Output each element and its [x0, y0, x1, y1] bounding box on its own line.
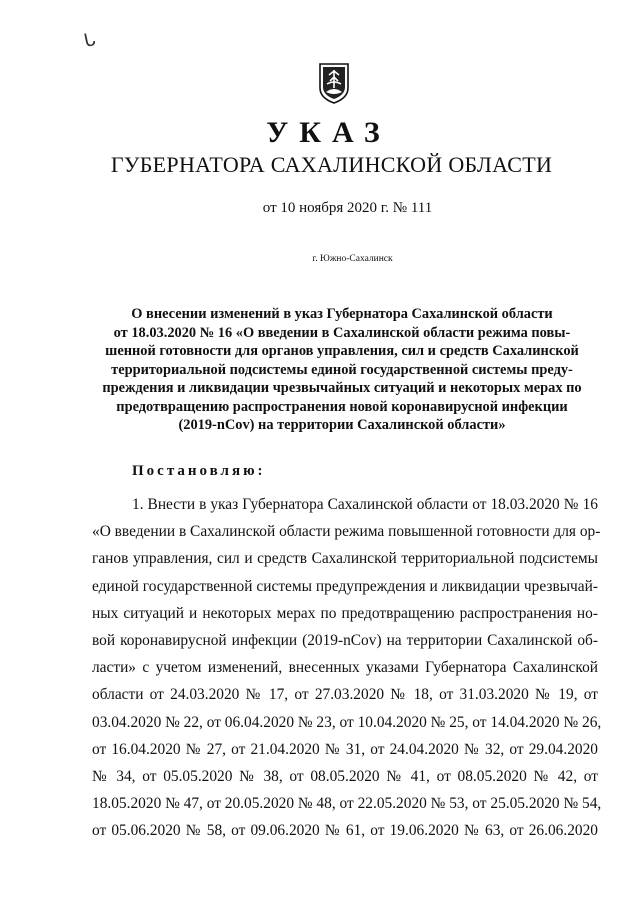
document-body	[92, 491, 602, 845]
body-line: 1. Внести в указ Губернатора Сахалинской области от 18.03.2020 № 16	[132, 496, 598, 513]
document-subtitle: ГУБЕРНАТОРА САХАЛИНСКОЙ ОБЛАСТИ	[110, 152, 553, 177]
handwritten-mark: ᒐ	[81, 29, 98, 52]
document-city: г. Южно-Сахалинск	[312, 254, 393, 264]
resolve-label: Постановляю:	[132, 463, 266, 479]
heading-line: территориальной подсистемы единой государственной системы преду-	[111, 361, 573, 378]
heading-line: О внесении изменений в указ Губернатора Сахалинской области	[131, 306, 553, 322]
heading-line: преждения и ликвидации чрезвычайных ситуаций и некоторых мерах по	[102, 380, 582, 396]
body-line: от 16.04.2020 № 27, от 21.04.2020 № 31, от 24.04.2020 № 32, от 29.04.2020	[92, 740, 598, 758]
document-title: УКАЗ	[266, 116, 391, 149]
body-line: ганов управления, сил и средств Сахалинской территориальной подсистемы	[92, 550, 598, 568]
body-line: ных ситуаций и некоторых мерах по предотвращению распространения но-	[92, 604, 598, 622]
document-date-number: от 10 ноября 2020 г. № 111	[262, 200, 433, 216]
body-line: «О введении в Сахалинской области режима повышенной готовности для ор-	[92, 523, 601, 541]
document-heading	[84, 305, 600, 435]
heading-line: (2019-nCov) на территории Сахалинской области»	[178, 417, 506, 433]
sakhalin-coat-of-arms-icon	[318, 62, 350, 104]
body-line: от 05.06.2020 № 58, от 09.06.2020 № 61, от 19.06.2020 № 63, от 26.06.2020	[92, 822, 598, 840]
heading-line: шенной готовности для органов управления, сил и средств Сахалинской	[105, 343, 579, 359]
body-line: единой государственной системы предупреждения и ликвидации чрезвычай-	[92, 577, 598, 595]
body-line: 18.05.2020 № 47, от 20.05.2020 № 48, от 22.05.2020 № 53, от 25.05.2020 № 54,	[92, 795, 602, 813]
body-line: № 34, от 05.05.2020 № 38, от 08.05.2020 № 41, от 08.05.2020 № 42, от	[92, 768, 598, 786]
body-line: ласти» с учетом изменений, внесенных указами Губернатора Сахалинской	[92, 659, 598, 677]
body-line: области от 24.03.2020 № 17, от 27.03.2020 № 18, от 31.03.2020 № 19, от	[92, 686, 598, 704]
body-line: вой коронавирусной инфекции (2019-nCov) на территории Сахалинской об-	[92, 632, 598, 650]
body-line: 03.04.2020 № 22, от 06.04.2020 № 23, от 10.04.2020 № 25, от 14.04.2020 № 26,	[92, 713, 602, 731]
heading-line: предотвращению распространения новой коронавирусной инфекции	[116, 398, 568, 415]
heading-line: от 18.03.2020 № 16 «О введении в Сахалинской области режима повы-	[113, 324, 571, 341]
